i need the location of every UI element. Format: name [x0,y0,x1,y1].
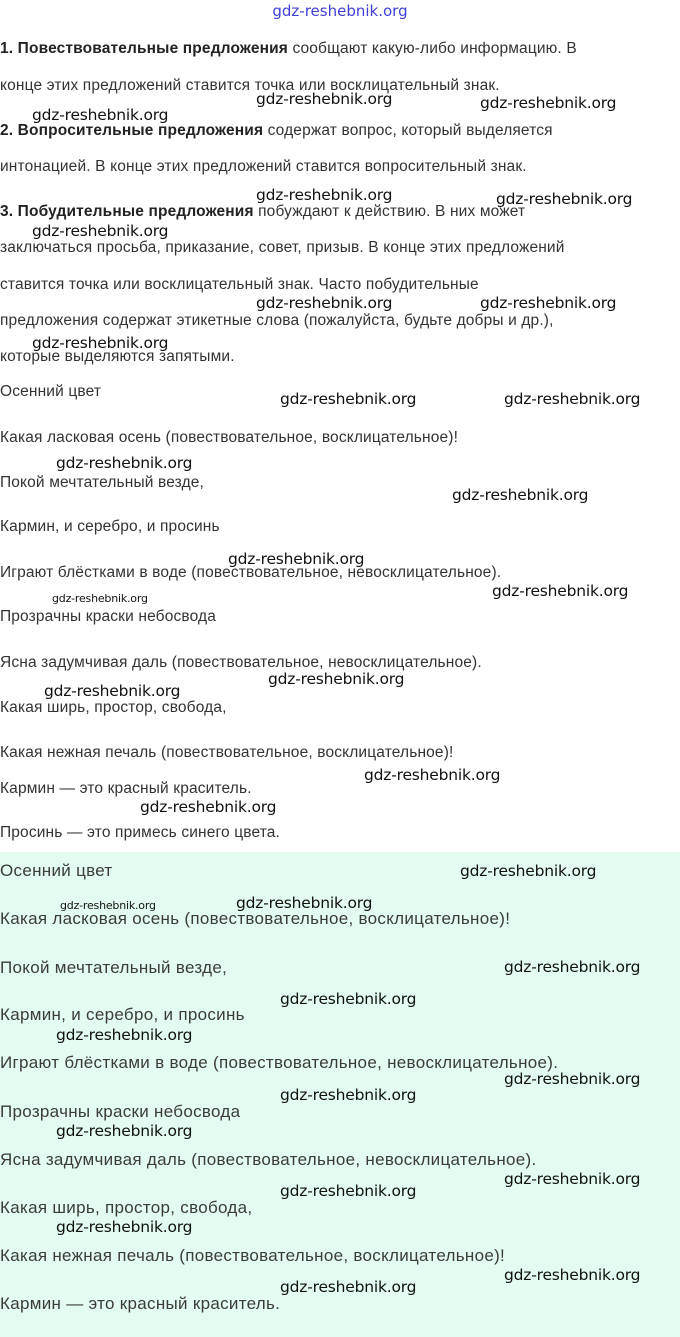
rule-3-line-2: заключаться просьба, приказание, совет, призыв. В конце этих предложений [0,239,565,256]
rule-3-line-5: которые выделяются запятыми. [0,348,235,365]
answer-line: Кармин — это красный краситель. [0,1294,281,1313]
rule-1-line-2: конце этих предложений ставится точка или восклицательный знак. [0,77,500,94]
watermark: gdz-reshebnik.org [60,899,156,912]
watermark: gdz-reshebnik.org [56,1218,193,1236]
analysis-line: Осенний цвет [0,383,102,400]
analysis-line: Кармин — это красный краситель. [0,780,252,797]
rule-1-text: сообщают какую-либо информацию. В [287,40,577,57]
watermark: gdz-reshebnik.org [256,90,393,108]
answer-line: Кармин, и серебро, и просинь [0,1005,245,1024]
analysis-line: Какая ширь, простор, свобода, [0,699,227,716]
analysis-line: Какая нежная печаль (повествовательное, восклицательное)! [0,744,454,761]
rule-3-line-4: предложения содержат этикетные слова (пожалуйста, будьте добры и др.), [0,312,554,329]
watermark: gdz-reshebnik.org [452,486,589,504]
watermark: gdz-reshebnik.org [460,862,597,880]
watermark: gdz-reshebnik.org [52,592,148,605]
rule-3-line-1 [0,203,525,221]
answer-line: Ясна задумчивая даль (повествовательное, невосклицательное). [0,1150,537,1169]
watermark: gdz-reshebnik.org [280,1182,417,1200]
watermark: gdz-reshebnik.org [504,958,641,976]
site-header-link[interactable]: gdz-reshebnik.org [272,2,408,20]
watermark: gdz-reshebnik.org [280,390,417,408]
analysis-line: Играют блёстками в воде (повествовательное, невосклицательное). [0,564,502,581]
answer-line: Осенний цвет [0,861,113,880]
watermark: gdz-reshebnik.org [504,1170,641,1188]
watermark: gdz-reshebnik.org [32,222,169,240]
watermark: gdz-reshebnik.org [364,766,501,784]
watermark: gdz-reshebnik.org [504,1070,641,1088]
watermark: gdz-reshebnik.org [56,1026,193,1044]
watermark: gdz-reshebnik.org [228,550,365,568]
watermark: gdz-reshebnik.org [256,294,393,312]
rule-3-text: побуждают к действию. В них может [253,203,526,220]
watermark: gdz-reshebnik.org [480,94,617,112]
rule-3-line-3: ставится точка или восклицательный знак. Часто побудительные [0,276,479,293]
analysis-line: Кармин, и серебро, и просинь [0,518,220,535]
answer-line: Какая ласковая осень (повествовательное, восклицательное)! [0,909,511,928]
rule-2-line-2: интонацией. В конце этих предложений ставится вопросительный знак. [0,158,527,175]
watermark: gdz-reshebnik.org [44,682,181,700]
rule-1-line-1 [0,40,577,58]
watermark: gdz-reshebnik.org [504,1266,641,1284]
rule-1-term: 1. Повествовательные предложения [0,40,288,57]
analysis-line: Какая ласковая осень (повествовательное, восклицательное)! [0,429,459,446]
watermark: gdz-reshebnik.org [504,390,641,408]
watermark: gdz-reshebnik.org [32,106,169,124]
rule-2-text: содержат вопрос, который выделяется [263,122,553,139]
watermark: gdz-reshebnik.org [268,670,405,688]
watermark: gdz-reshebnik.org [256,186,393,204]
watermark: gdz-reshebnik.org [140,798,277,816]
watermark: gdz-reshebnik.org [280,990,417,1008]
analysis-line: Ясна задумчивая даль (повествовательное, невосклицательное). [0,654,482,671]
analysis-line: Прозрачны краски небосвода [0,608,216,625]
analysis-line: Просинь — это примесь синего цвета. [0,824,281,841]
analysis-line: Покой мечтательный везде, [0,474,204,491]
answer-line: Покой мечтательный везде, [0,958,228,977]
answer-line: Прозрачны краски небосвода [0,1102,241,1121]
watermark: gdz-reshebnik.org [492,582,629,600]
watermark: gdz-reshebnik.org [496,190,633,208]
watermark: gdz-reshebnik.org [480,294,617,312]
watermark: gdz-reshebnik.org [56,454,193,472]
answer-line: Какая нежная печаль (повествовательное, восклицательное)! [0,1246,506,1265]
watermark: gdz-reshebnik.org [280,1086,417,1104]
watermark: gdz-reshebnik.org [56,1122,193,1140]
answer-line: Играют блёстками в воде (повествовательное, невосклицательное). [0,1053,559,1072]
watermark: gdz-reshebnik.org [236,894,373,912]
watermark: gdz-reshebnik.org [32,334,169,352]
rule-2-line-1 [0,122,553,140]
rule-3-term: 3. Побудительные предложения [0,203,254,220]
rule-2-term: 2. Вопросительные предложения [0,122,264,139]
answer-line: Какая ширь, простор, свобода, [0,1198,253,1217]
watermark: gdz-reshebnik.org [280,1278,417,1296]
